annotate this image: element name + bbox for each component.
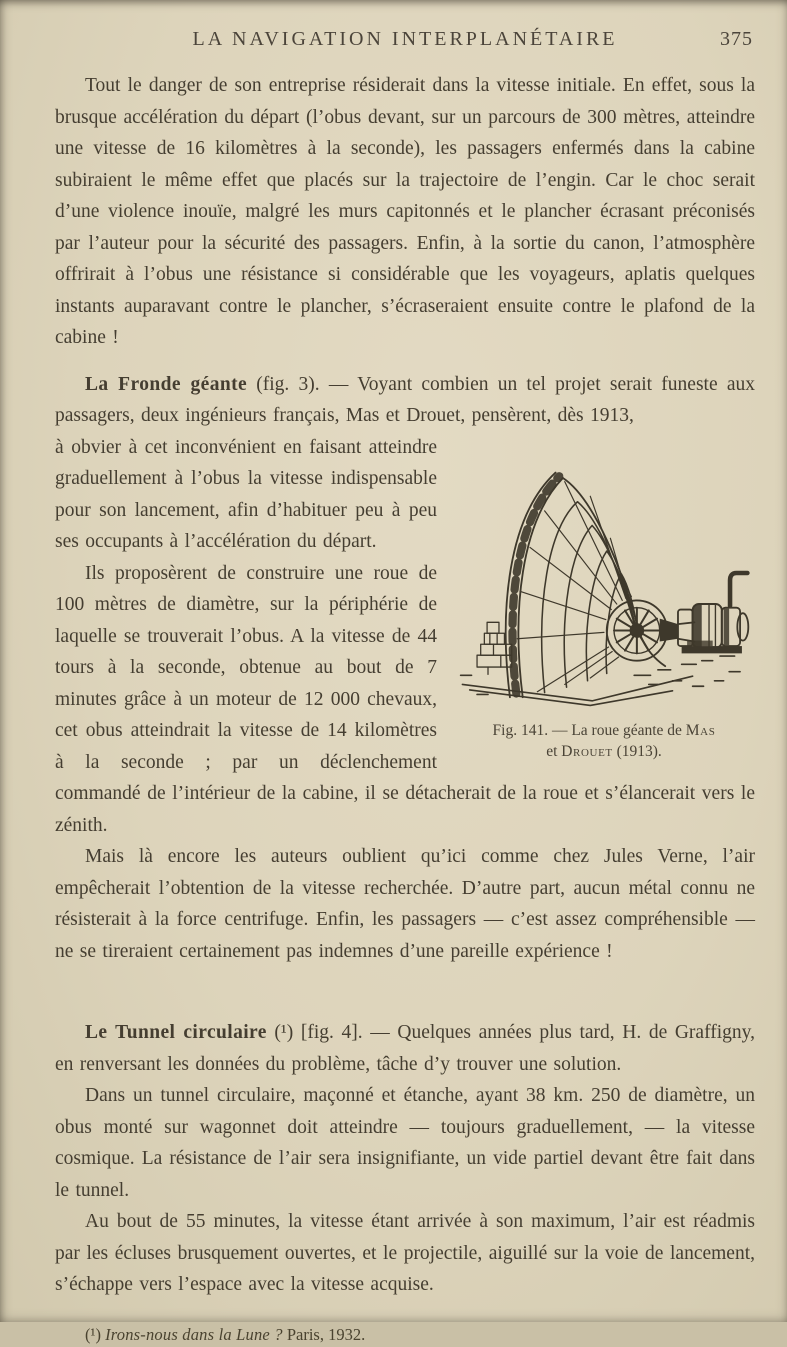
section-fronde-lead: [55, 369, 755, 432]
page-number: 375: [720, 28, 753, 50]
caption-text-3: (1913).: [612, 742, 662, 760]
footnote-marker: (¹): [85, 1324, 101, 1344]
figure-caption: [453, 720, 755, 762]
paragraph-55-minutes: Au bout de 55 minutes, la vitesse étant arrivée à son maximum, l’air est réadmis par les écluses brusquement ouvertes, et le projectile, aiguillé sur la voie de lancement, s’échappe vers l’espace avec la vitesse acquise.: [55, 1211, 755, 1295]
wheel-face-arcs: [542, 478, 665, 693]
footnote-rest: Paris, 1932.: [286, 1324, 366, 1344]
caption-name-drouet: Drouet: [561, 742, 613, 760]
section-tunnel-lead: [55, 1017, 755, 1080]
paragraph-tunnel-desc: Dans un tunnel circulaire, maçonné et étanche, ayant 38 km. 250 de diamètre, un obus monté sur wagonnet doit atteindre — toujours graduellement, — la vitesse cosmique. La résistance de l’air sera insignifiante, un vide partiel devant être fait dans le tunnel.: [55, 1085, 755, 1201]
hub-wheel: [607, 600, 667, 660]
paragraph-obvier: à obvier à cet inconvénient en faisant atteindre graduellement à l’obus la vitesse indispensable pour son lancement, afin d’habituer peu à peu ses occupants à l’accélération du départ.: [55, 436, 437, 552]
footnote: [55, 1323, 755, 1347]
paragraph-danger-vitesse: Tout le danger de son entreprise résiderait dans la vitesse initiale. En effet, sous la brusque accélération du départ (l’obus devant, sur un parcours de 300 mètres, atteindre une vitesse de 16 kilomètres à la seconde), les passagers enfermés dans la cabine subiraient le même effet que placés sur la trajectoire de l’engin. Car le choc serait d’une violence inouïe, malgré les murs capitonnés et le plancher écrasant préconisés par l’auteur pour la sécurité des passagers. Enfin, à la sortie du canon, l’atmosphère offrirait à l’obus une résistance si considérable que les voyageurs, aplatis quelques instants auparavant contre le plancher, s’écraseraient ensuite contre le plafond de la cabine !: [55, 75, 755, 348]
section-fronde-lead-text: (fig. 3). — Voyant combien un tel projet serait funeste aux passagers, deux ingénieurs français, Mas et Drouet, pensèrent, dès 1913,: [55, 373, 755, 426]
paragraph-roue-100m: Ils proposèrent de construire une roue de 100 mètres de diamètre, sur la périphérie de laquelle se trouverait l’obus. A la vitesse de 44 tours à la seconde, obtenue au bout de 7 minutes grâce à un moteur de 12 000 chevaux, cet obus atteindrait la vitesse de 14 kilomètres à la seconde ; par un déclenchement commandé de l’intérieur de la cabine, il se détacherait de la roue et s’élancerait vers le zénith.: [55, 562, 755, 836]
section-tunnel-lead-text: (¹) [fig. 4]. — Quelques années plus tard, H. de Graffigny, en renversant les données du problème, tâche d’y trouver une solution.: [55, 1022, 755, 1075]
wheel-rim: [506, 472, 563, 697]
caption-text-2: et: [546, 742, 562, 760]
figure-roue-geante: [453, 436, 755, 762]
motor-assembly: [660, 573, 749, 653]
page-header: [55, 24, 755, 54]
paragraph-mais-la-encore: Mais là encore les auteurs oublient qu’ici comme chez Jules Verne, l’air empêcherait l’obtention de la vitesse recherchée. D’autre part, aucun métal connu ne résisterait à la force centrifuge. Enfin, les passagers — c’est assez compréhensible — ne se tireraient certainement pas indemnes d’une pareille expérience !: [55, 846, 755, 962]
section-heading-tunnel: Le Tunnel circulaire: [85, 1022, 267, 1043]
page-content: [55, 24, 755, 1347]
section-heading-fronde: La Fronde géante: [85, 373, 248, 395]
caption-text-1: Fig. 141. — La roue géante de: [492, 721, 686, 739]
footnote-title: Irons-nous dans la Lune ?: [105, 1324, 283, 1344]
running-title: LA NAVIGATION INTERPLANÉTAIRE: [192, 28, 618, 50]
caption-name-mas: Mas: [685, 721, 716, 739]
ground-lines: [461, 656, 740, 705]
giant-wheel-illustration: [453, 436, 755, 710]
